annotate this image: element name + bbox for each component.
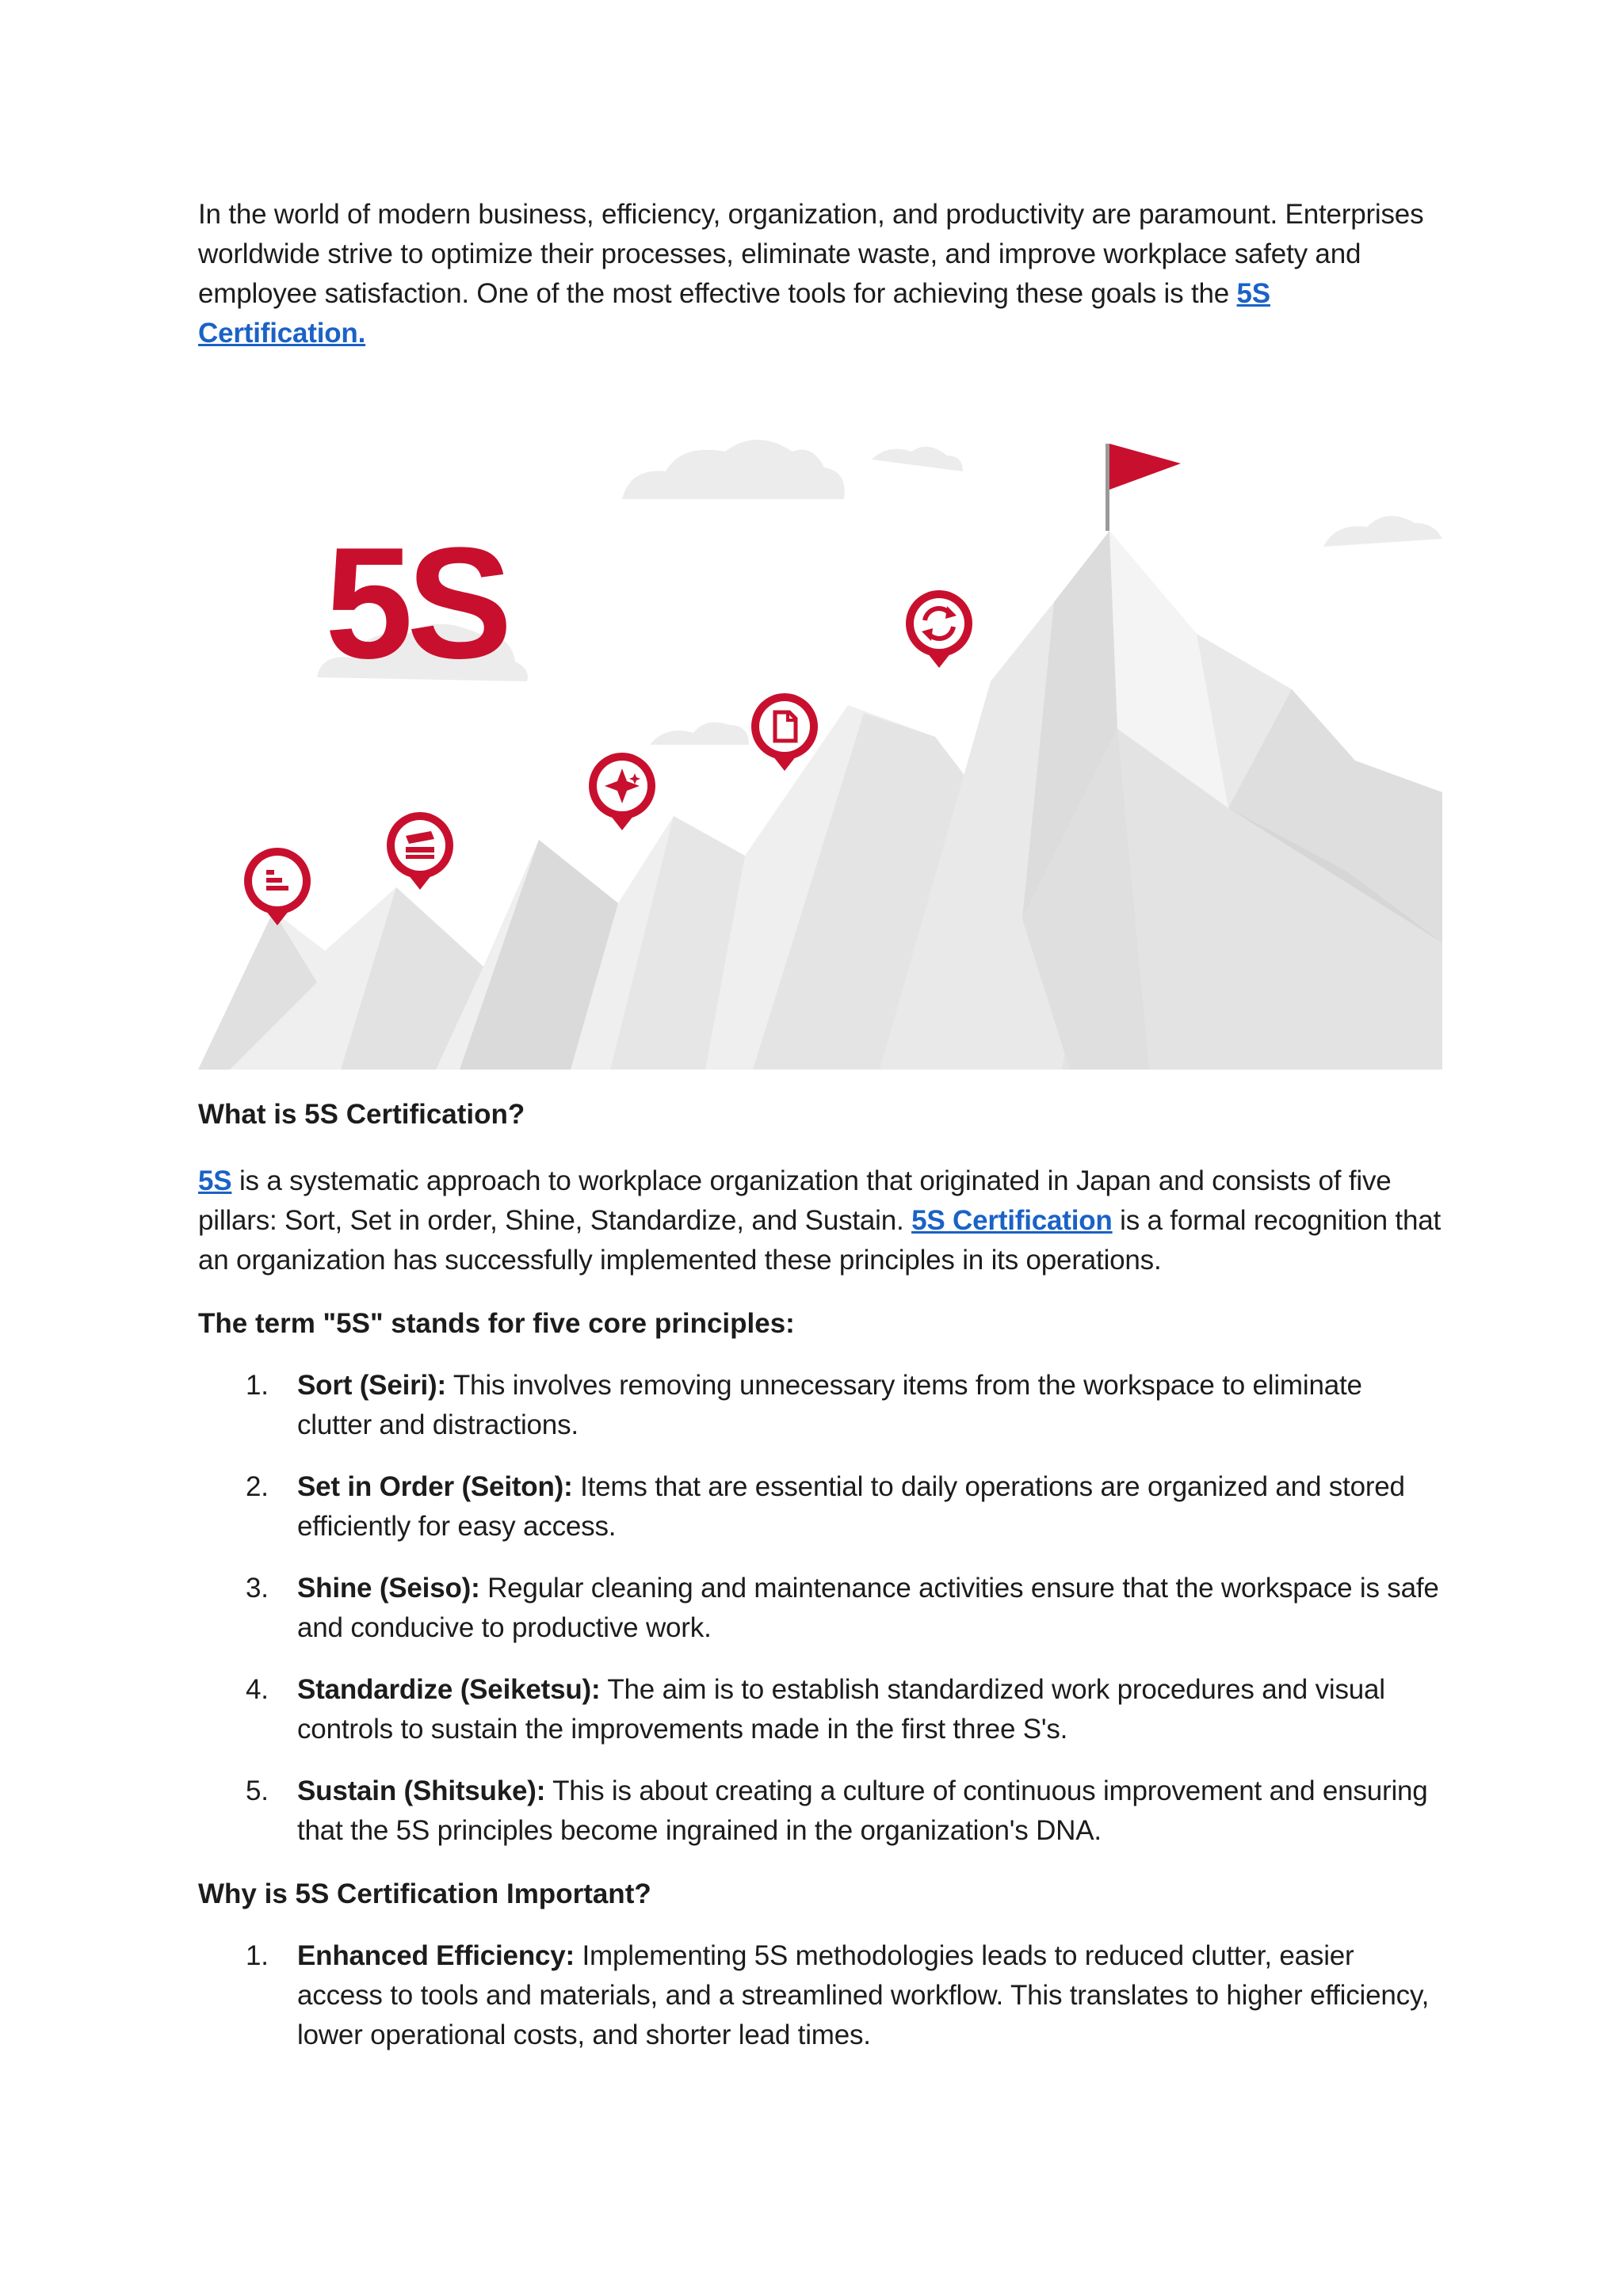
what-paragraph (198, 1161, 1442, 1280)
item-label: Set in Order (Seiton): (297, 1471, 573, 1502)
5s-certification-inline-link[interactable]: 5S Certification (911, 1205, 1113, 1236)
why-heading: Why is 5S Certification Important? (198, 1878, 651, 1909)
hero-illustration (198, 428, 1442, 1070)
what-heading: What is 5S Certification? (198, 1099, 525, 1130)
item-label: Sort (Seiri): (297, 1370, 446, 1401)
intro-text: In the world of modern business, efficiency, organization, and productivity are paramount. Enterprises worldwide strive to optimize their processes, eliminate waste, and improve workplace safety and employee satisfaction. One of the most effective tools for achieving these goals is the (198, 199, 1424, 309)
item-label: Shine (Seiso): (297, 1573, 480, 1604)
list-number: 5. (246, 1775, 269, 1806)
item-text: This is about creating a culture of continuous improvement and ensuring that the 5S principles become ingrained in the organization's DNA. (297, 1775, 1428, 1846)
item-text: Implementing 5S methodologies leads to reduced clutter, easier access to tools and materials, and a streamlined workflow. This translates to higher efficiency, lower operational costs, and shorter lead times. (297, 1940, 1430, 2050)
mountains-illustration (198, 428, 1442, 1070)
intro-paragraph (198, 195, 1442, 353)
list-item (198, 1936, 1442, 2055)
list-item (198, 1670, 1442, 1749)
list-number: 1. (246, 1370, 269, 1401)
list-number: 4. (246, 1674, 269, 1705)
importance-list (198, 1936, 1442, 2055)
item-text: Regular cleaning and maintenance activities ensure that the workspace is safe and conducive to productive work. (297, 1573, 1439, 1643)
sort-icon (244, 813, 311, 925)
standardize-icon (751, 693, 818, 771)
what-text-1: is a systematic approach to workplace organization that originated in Japan and consists of five pillars: Sort, Set in order, Shine, Standardize, and Sustain. (198, 1165, 1392, 1236)
shine-icon (589, 753, 655, 830)
item-label: Enhanced Efficiency: (297, 1940, 575, 1971)
item-text: This involves removing unnecessary items from the workspace to eliminate clutter and distractions. (297, 1370, 1362, 1440)
list-number: 3. (246, 1573, 269, 1604)
item-text: Items that are essential to daily operations are organized and stored efficiently for easy access. (297, 1471, 1405, 1542)
list-item (198, 1569, 1442, 1648)
list-number: 2. (246, 1471, 269, 1502)
list-item (198, 1366, 1442, 1445)
5s-link[interactable]: 5S (198, 1165, 232, 1196)
item-label: Sustain (Shitsuke): (297, 1775, 546, 1806)
set-in-order-icon (387, 812, 453, 890)
principles-list (198, 1366, 1442, 1851)
list-number: 1. (246, 1940, 269, 1971)
item-label: Standardize (Seiketsu): (297, 1674, 601, 1705)
5s-certification-link[interactable]: 5S Certification. (198, 278, 1270, 349)
sustain-icon (906, 590, 972, 668)
term-heading: The term "5S" stands for five core principles: (198, 1308, 795, 1339)
hero-logo-text: 5S (325, 515, 506, 692)
flag-icon (1106, 444, 1181, 531)
what-text-2: is a formal recognition that an organization has successfully implemented these principles in its operations. (198, 1205, 1441, 1276)
list-item (198, 1467, 1442, 1547)
list-item (198, 1772, 1442, 1851)
item-text: The aim is to establish standardized work procedures and visual controls to sustain the improvements made in the first three S's. (297, 1674, 1385, 1745)
